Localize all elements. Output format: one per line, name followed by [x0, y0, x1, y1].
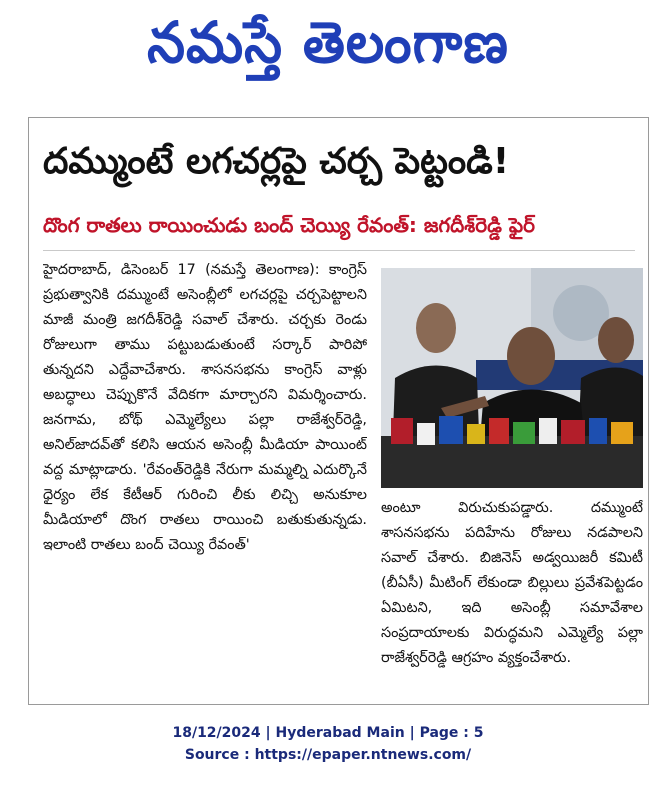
- newspaper-logo: నమస్తే తెలంగాణ: [147, 9, 509, 76]
- article-clipping: [28, 117, 649, 705]
- article-body-left-column: [43, 258, 367, 698]
- body-paragraph-left: హైదరాబాద్, డిసెంబర్ 17 (నమస్తే తెలంగాణ): కాంగ్రెస్ ప్రభుత్వానికి దమ్ముంటే అసెంబ్లీలో లగచర్లపై చర్చపెట్టాలని మాజీ మంత్రి జగదీశ్‌రెడ్డి సవాల్ చేశారు. చర్చకు రెండు రోజులుగా తాము పట్టుబడుతుంటే సర్కార్ పారిపో తున్నదని ఎద్దేవాచేశారు. శాసనసభను కాంగ్రెస్ వాళ్లు అబద్ధాలు చెప్పుకొనే వేదికగా మార్చారని విమర్శించారు. జనగామ, బోథ్ ఎమ్మెల్యేలు పల్లా రాజేశ్వర్‌రెడ్డి, అనిల్‌జాదవ్‌తో కలిసి ఆయన అసెంబ్లీ మీడియా పాయింట్ వద్ద మాట్లాడారు. 'రేవంత్‌రెడ్డికి నేరుగా మమ్మల్ని ఎదుర్కొనే ధైర్యం లేక కేటీఆర్ గురించి లీకు లిచ్చి అనుకూల మీడియాలో దొంగ రాతలు రాయించి బతుకుతున్నడు. ఇలాంటి రాతలు బంద్ చెయ్యి రేవంత్': [43, 262, 367, 553]
- article-subheadline: దొంగ రాతలు రాయించుడు బంద్ చెయ్యి రేవంత్: జగదీశ్‌రెడ్డి ఫైర్: [43, 213, 535, 237]
- divider: [43, 250, 635, 251]
- source-credit: Source : https://epaper.ntnews.com/: [184, 747, 472, 763]
- article-body-right-column: [381, 496, 643, 696]
- edition-info: 18/12/2024 | Hyderabad Main | Page : 5: [172, 725, 484, 741]
- photo-illustration: [381, 268, 643, 488]
- body-paragraph-right: అంటూ విరుచుకుపడ్డారు. దమ్ముంటే శాసనసభను పదిహేను రోజులు నడపాలని సవాల్ చేశారు. బిజినెస్ అడ్వయిజరీ కమిటీ (బీఏసీ) మీటింగ్ లేకుండా బిల్లులు ప్రవేశపెట్టడం ఏమిటని, ఇది అసెంబ్లీ సమావేశాల సంప్రదాయాలకు విరుద్ధమని ఎమ్మెల్యే పల్లా రాజేశ్వర్‌రెడ్డి ఆగ్రహం వ్యక్తంచేశారు.: [381, 500, 643, 666]
- article-headline: దమ్ముంటే లగచర్లపై చర్చ పెట్టండి!: [43, 141, 510, 182]
- masthead: [0, 8, 656, 86]
- press-conference-photo: [381, 268, 643, 488]
